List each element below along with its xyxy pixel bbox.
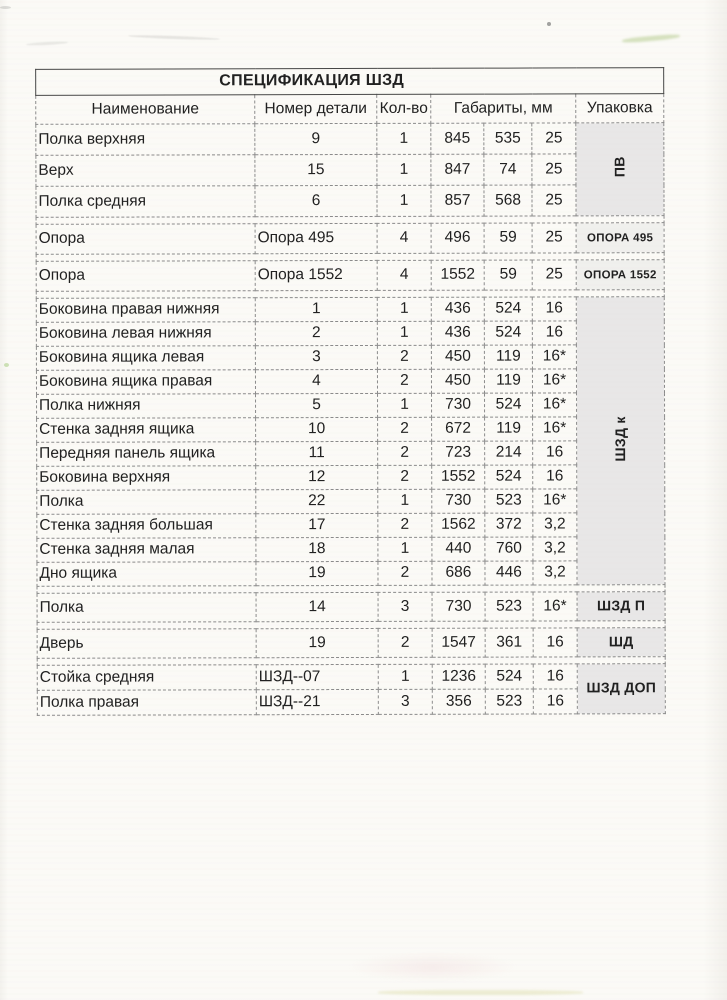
- dimension-thickness-cell: 3,2: [533, 513, 577, 537]
- part-number-cell: 6: [255, 185, 377, 216]
- dimension-length-cell: 1236: [432, 664, 485, 689]
- part-number-cell: 15: [255, 154, 377, 185]
- part-name-cell: Дно ящика: [37, 562, 256, 587]
- dimension-thickness-cell: 16*: [533, 417, 577, 441]
- part-name-cell: Полка нижняя: [37, 394, 256, 419]
- dimension-length-cell: 847: [431, 154, 484, 185]
- package-cell: [577, 592, 665, 621]
- quantity-cell: 2: [378, 628, 432, 657]
- dimension-length-cell: 1562: [432, 513, 485, 537]
- quantity-cell: 2: [378, 417, 432, 441]
- dimension-width-cell: 119: [485, 417, 533, 441]
- quantity-cell: 1: [377, 185, 431, 216]
- table-row: [37, 561, 665, 587]
- dimension-length-cell: 857: [431, 185, 484, 216]
- part-name-cell: Полка: [37, 593, 256, 623]
- part-name-cell: Стенка задняя ящика: [37, 418, 256, 443]
- part-number-cell: 18: [256, 537, 378, 561]
- part-name-cell: Передняя панель ящика: [37, 442, 256, 467]
- package-cell: [576, 123, 664, 216]
- column-header-name: Наименование: [36, 95, 255, 125]
- part-number-cell: 14: [256, 592, 378, 621]
- part-name-cell: Боковина ящика левая: [36, 346, 255, 371]
- dimension-thickness-cell: 3,2: [533, 561, 577, 585]
- package-label: ШЗД П: [596, 597, 646, 614]
- package-label: ШЗД к: [612, 416, 629, 462]
- part-number-cell: 22: [256, 489, 378, 513]
- table-row: [37, 689, 665, 716]
- dimension-length-cell: 450: [431, 369, 484, 393]
- dimension-thickness-cell: 16: [533, 664, 577, 689]
- dimension-length-cell: 1552: [432, 465, 485, 489]
- quantity-cell: 1: [378, 664, 432, 689]
- scan-artifact-corner-mark: [0, 6, 11, 9]
- dimension-thickness-cell: 16: [533, 465, 577, 489]
- dimension-length-cell: 436: [431, 321, 484, 345]
- quantity-cell: 2: [378, 441, 432, 465]
- part-number-cell: Опора 1552: [255, 260, 377, 290]
- column-header-part-number: Номер детали: [255, 94, 377, 123]
- specification-table: [35, 67, 666, 716]
- dimension-thickness-cell: 16: [533, 689, 577, 714]
- dimension-width-cell: 524: [484, 321, 532, 345]
- package-label: ПВ: [611, 156, 628, 178]
- dimension-width-cell: 372: [485, 513, 533, 537]
- table-row: [36, 123, 664, 156]
- part-name-cell: Стенка задняя большая: [37, 514, 256, 539]
- dimension-thickness-cell: 25: [532, 223, 576, 253]
- quantity-cell: 2: [378, 513, 432, 537]
- dimension-thickness-cell: 25: [532, 154, 576, 185]
- dimension-width-cell: 446: [485, 561, 533, 585]
- dimension-thickness-cell: 16*: [532, 369, 576, 393]
- scan-artifact-yellow-line: [378, 990, 583, 995]
- table-header-row: [36, 94, 664, 125]
- part-number-cell: Опора 495: [255, 223, 377, 253]
- quantity-cell: 1: [377, 297, 431, 321]
- dimension-width-cell: 523: [485, 689, 533, 714]
- dimension-length-cell: 440: [432, 537, 485, 561]
- table-row: [36, 345, 664, 371]
- part-name-cell: Боковина верхняя: [37, 466, 256, 491]
- table-row: [37, 465, 665, 491]
- quantity-cell: 3: [378, 689, 432, 714]
- table-row: [36, 297, 664, 323]
- table-row: [37, 592, 665, 623]
- dimension-length-cell: 1547: [432, 628, 485, 657]
- dimension-thickness-cell: 16: [533, 628, 577, 657]
- dimension-width-cell: 523: [485, 489, 533, 513]
- dimension-width-cell: 59: [484, 260, 532, 290]
- package-cell: [577, 664, 665, 714]
- part-number-cell: 12: [256, 465, 378, 489]
- table-row: [36, 369, 664, 395]
- dimension-thickness-cell: 3,2: [533, 537, 577, 561]
- table-row: [36, 185, 664, 218]
- dimension-thickness-cell: 16: [532, 321, 576, 345]
- dimension-width-cell: 214: [485, 441, 533, 465]
- part-name-cell: Боковина правая нижняя: [36, 298, 255, 323]
- table-row: [36, 223, 664, 255]
- table-row: [37, 628, 665, 659]
- dimension-thickness-cell: 16*: [533, 592, 577, 621]
- part-name-cell: Верх: [36, 155, 255, 187]
- part-name-cell: Полка средняя: [36, 186, 255, 218]
- dimension-width-cell: 568: [484, 185, 532, 216]
- dimension-width-cell: 524: [484, 297, 532, 321]
- dimension-width-cell: 524: [485, 664, 533, 689]
- quantity-cell: 4: [377, 260, 431, 290]
- dimension-thickness-cell: 16*: [533, 489, 577, 513]
- table-row: [36, 260, 664, 292]
- table-body: [36, 123, 666, 716]
- scan-edge-shadow-right: [703, 0, 727, 1000]
- dimension-width-cell: 524: [485, 393, 533, 417]
- package-cell: [576, 223, 664, 253]
- dimension-width-cell: 523: [485, 592, 533, 621]
- dimension-width-cell: 59: [484, 223, 532, 253]
- part-name-cell: Боковина ящика правая: [36, 370, 255, 395]
- quantity-cell: 2: [378, 561, 432, 585]
- part-number-cell: 19: [256, 561, 378, 585]
- table-row: [37, 513, 665, 539]
- package-label: ШД: [608, 633, 634, 650]
- package-cell: [576, 260, 664, 290]
- dimension-width-cell: 119: [484, 345, 532, 369]
- part-number-cell: 2: [255, 321, 377, 345]
- dimension-length-cell: 845: [431, 123, 484, 154]
- scan-artifact-green-dash: [622, 33, 680, 43]
- quantity-cell: 3: [378, 592, 432, 621]
- dimension-length-cell: 723: [432, 441, 485, 465]
- part-name-cell: Опора: [36, 261, 255, 292]
- part-name-cell: Стенка задняя малая: [37, 538, 256, 563]
- part-name-cell: Боковина левая нижняя: [36, 322, 255, 347]
- dimension-length-cell: 1552: [431, 260, 484, 290]
- scan-artifact-smudge: [26, 41, 68, 46]
- part-name-cell: Дверь: [37, 629, 256, 659]
- dimension-length-cell: 356: [432, 689, 485, 714]
- part-number-cell: 9: [255, 123, 377, 154]
- dimension-length-cell: 450: [431, 345, 484, 369]
- package-label: ОПОРА 495: [587, 232, 654, 245]
- table-row: [37, 393, 665, 419]
- dimension-thickness-cell: 25: [532, 123, 576, 154]
- scan-artifact-pink-smudge: [348, 952, 518, 982]
- table-row: [37, 441, 665, 467]
- quantity-cell: 4: [377, 223, 431, 253]
- dimension-width-cell: 119: [484, 369, 532, 393]
- quantity-cell: 1: [378, 393, 432, 417]
- dimension-width-cell: 760: [485, 537, 533, 561]
- dimension-length-cell: 436: [431, 297, 484, 321]
- part-number-cell: ШЗД--21: [256, 689, 378, 714]
- table-row: [36, 154, 664, 187]
- quantity-cell: 2: [377, 369, 431, 393]
- part-number-cell: 5: [256, 393, 378, 417]
- table-title: СПЕЦИФИКАЦИЯ ШЗД: [36, 68, 664, 96]
- dimension-length-cell: 730: [432, 393, 485, 417]
- dimension-length-cell: 730: [432, 489, 485, 513]
- dimension-length-cell: 496: [431, 223, 484, 253]
- dimension-thickness-cell: 16: [533, 441, 577, 465]
- part-number-cell: 1: [255, 297, 377, 321]
- part-number-cell: ШЗД--07: [256, 664, 378, 689]
- table-row: [37, 417, 665, 443]
- dimension-length-cell: 730: [432, 592, 485, 621]
- dimension-width-cell: 524: [485, 465, 533, 489]
- scan-artifact-smudge: [128, 34, 220, 40]
- part-name-cell: Полка: [37, 490, 256, 515]
- part-name-cell: Опора: [36, 224, 255, 255]
- part-number-cell: 4: [255, 369, 377, 393]
- dimension-width-cell: 535: [484, 123, 532, 154]
- part-name-cell: Полка правая: [37, 690, 256, 716]
- dimension-thickness-cell: 25: [532, 260, 576, 290]
- table-row: [36, 321, 664, 347]
- part-name-cell: Полка верхняя: [36, 124, 255, 156]
- dimension-length-cell: 672: [432, 417, 485, 441]
- column-header-dimensions: Габариты, мм: [431, 94, 576, 123]
- quantity-cell: 2: [377, 345, 431, 369]
- quantity-cell: 1: [377, 321, 431, 345]
- table-row: [37, 537, 665, 563]
- table-row: [37, 664, 665, 691]
- part-number-cell: 3: [255, 345, 377, 369]
- dimension-thickness-cell: 16*: [532, 345, 576, 369]
- dimension-width-cell: 74: [484, 154, 532, 185]
- dimension-thickness-cell: 16*: [533, 393, 577, 417]
- quantity-cell: 1: [378, 537, 432, 561]
- quantity-cell: 1: [377, 123, 431, 154]
- quantity-cell: 1: [377, 154, 431, 185]
- dimension-thickness-cell: 25: [532, 185, 576, 216]
- table-row: [37, 489, 665, 515]
- column-header-quantity: Кол-во: [377, 94, 431, 123]
- package-label: ОПОРА 1552: [583, 269, 657, 282]
- quantity-cell: 2: [378, 465, 432, 489]
- dimension-width-cell: 361: [485, 628, 533, 657]
- dimension-length-cell: 686: [432, 561, 485, 585]
- package-label: ШЗД ДОП: [586, 679, 657, 696]
- part-number-cell: 10: [256, 417, 378, 441]
- column-header-packaging: Упаковка: [576, 94, 664, 123]
- table-title-row: [36, 68, 664, 96]
- quantity-cell: 1: [378, 489, 432, 513]
- dimension-thickness-cell: 16: [532, 297, 576, 321]
- part-number-cell: 19: [256, 628, 378, 657]
- package-cell: [576, 297, 665, 585]
- part-number-cell: 17: [256, 513, 378, 537]
- part-number-cell: 11: [256, 441, 378, 465]
- part-name-cell: Стойка средняя: [37, 665, 256, 691]
- scan-artifact-green-speck: [4, 363, 9, 367]
- scan-artifact-dot: [547, 22, 551, 26]
- scan-edge-shadow-left: [0, 0, 8, 1000]
- package-cell: [577, 628, 665, 657]
